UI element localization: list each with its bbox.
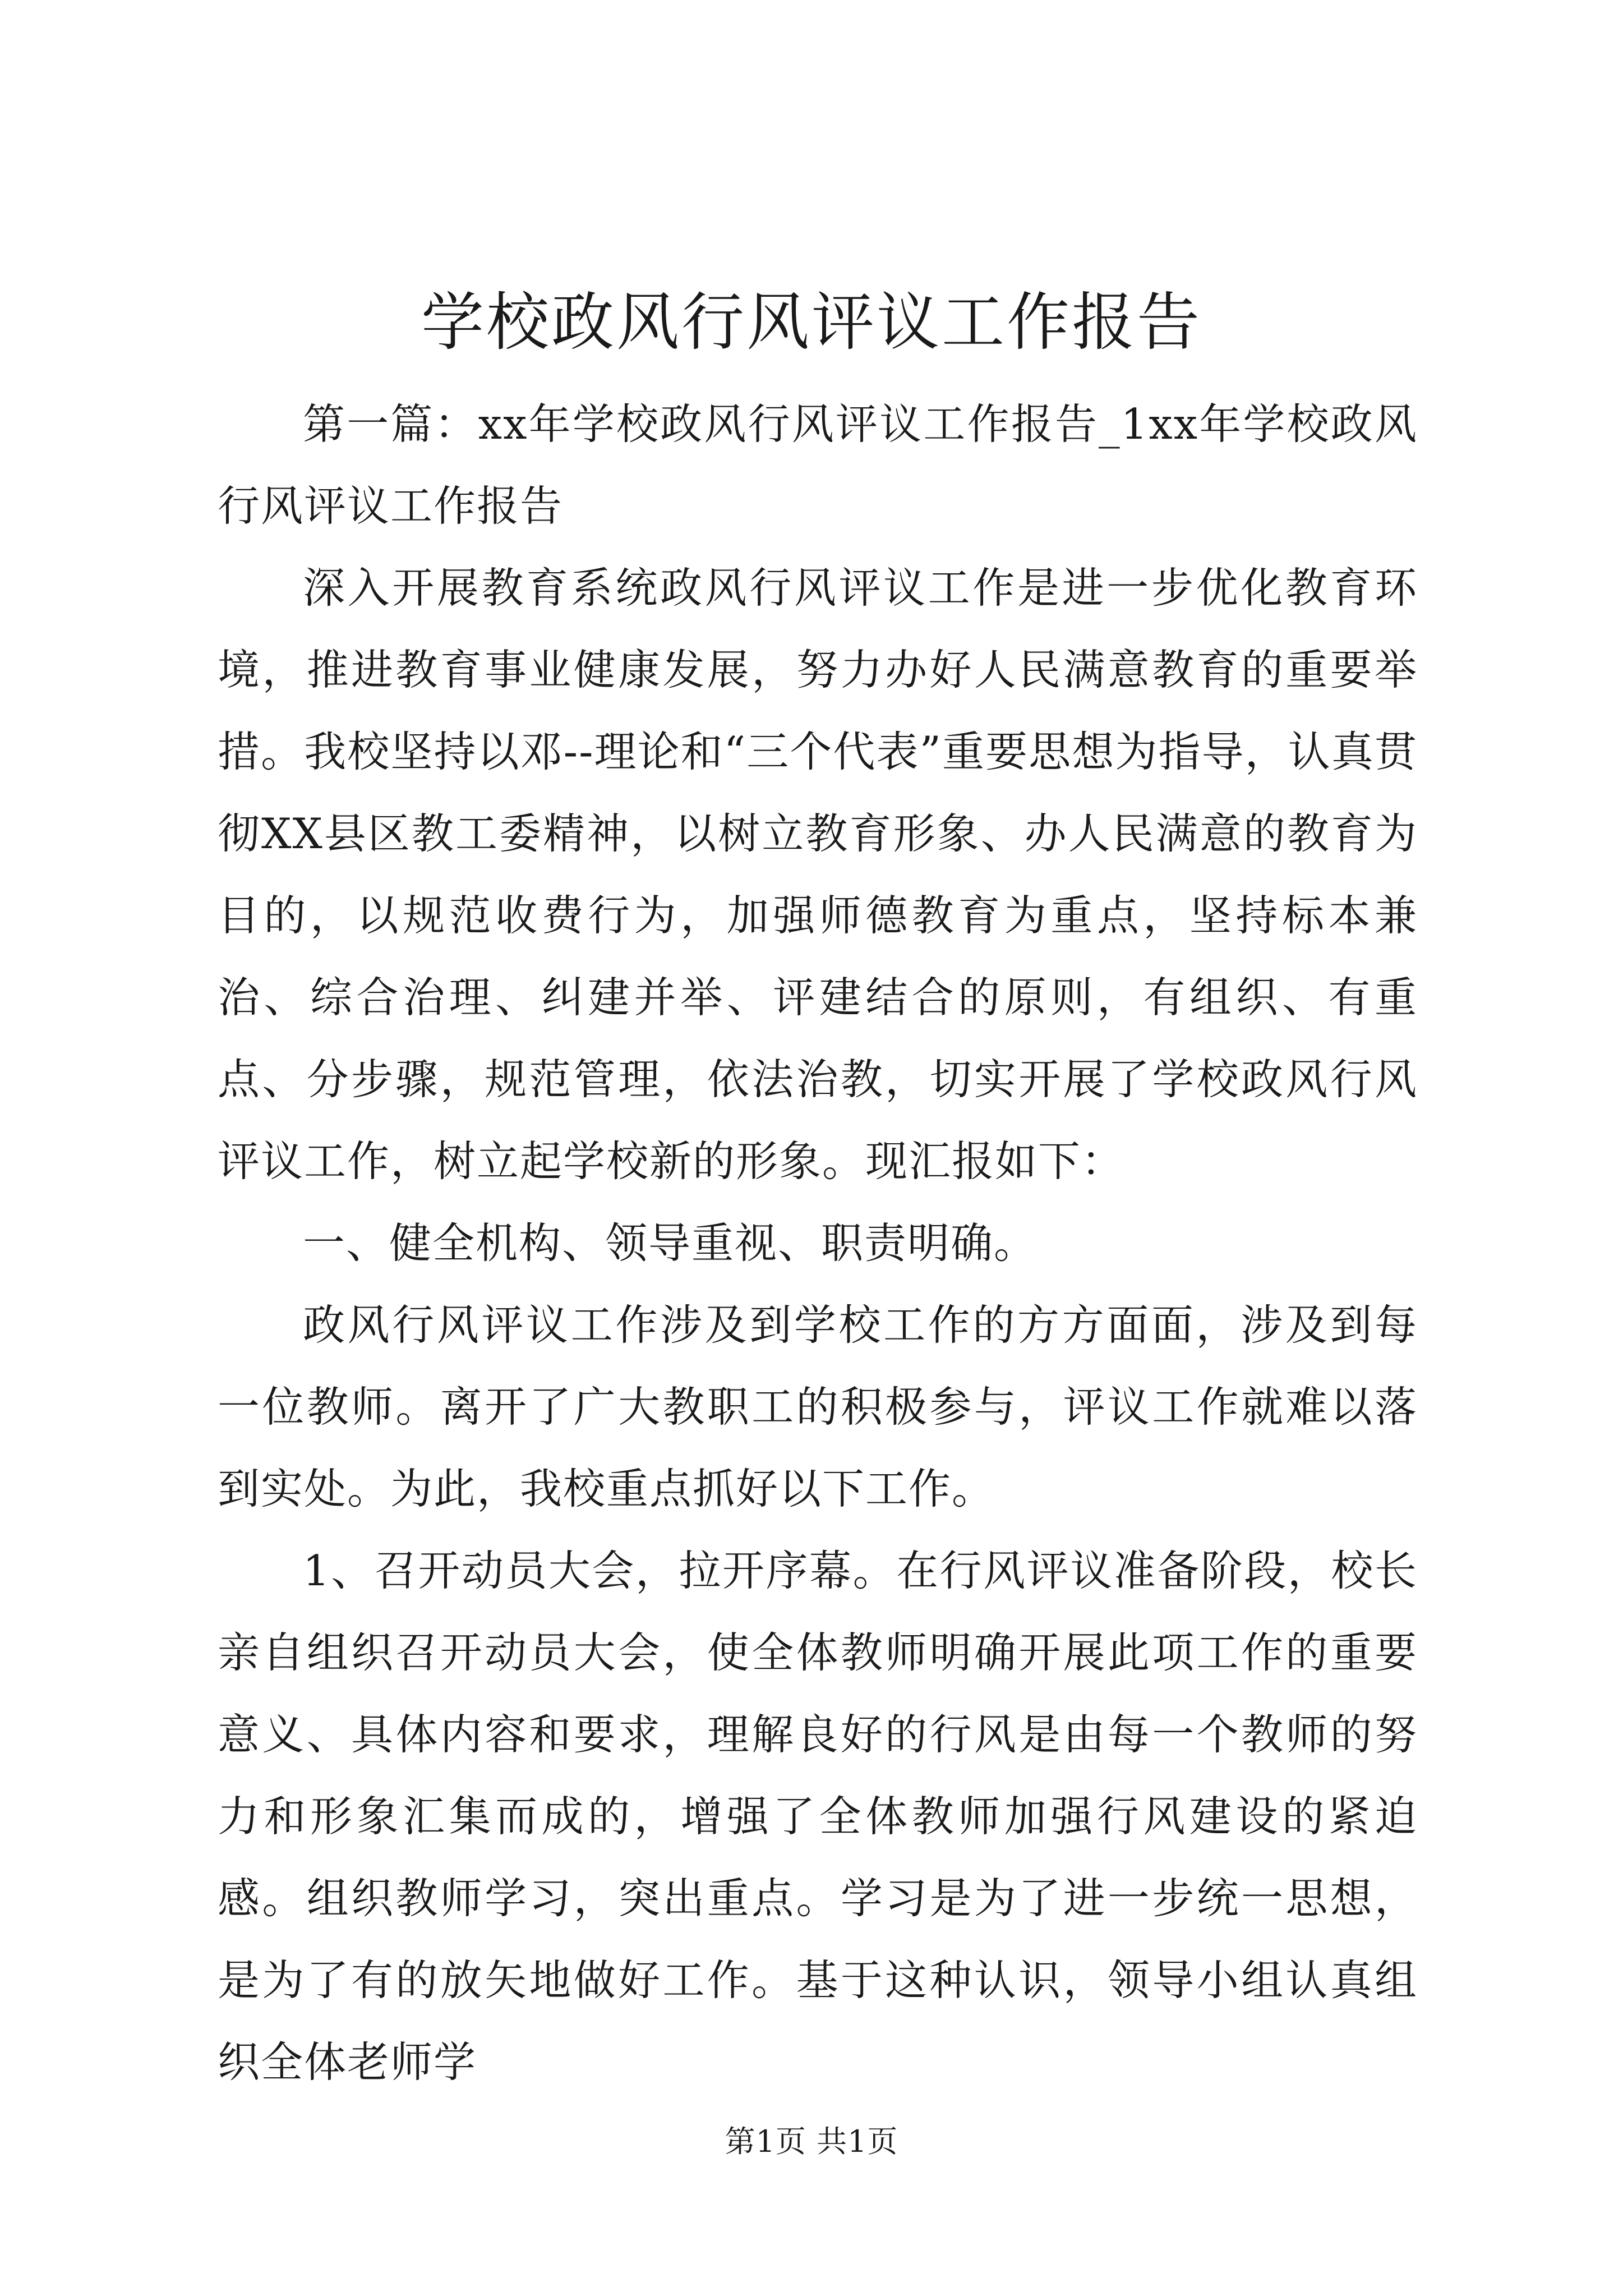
paragraph-section-heading: 第一篇：xx年学校政风行风评议工作报告_1xx年学校政风行风评议工作报告 [218,399,1418,531]
paragraph-item-1: 1、召开动员大会，拉开序幕。在行风评议准备阶段，校长亲自组织召开动员大会，使全体教师明确开展此项工作的重要意义、具体内容和要求，理解良好的行风是由每一个教师的努力和形象汇集而成的，增强了全体教师加强行风建设的紧迫感。组织教师学习，突出重点。学习是为了进一步统一思想，是为了有的放矢地做好工作。基于这种认识，领导小组认真组织全体老师学 [218,1546,1418,2087]
document-title: 学校政风行风评议工作报告 [421,286,1202,359]
document-body [218,383,1418,2103]
paragraph-intro: 深入开展教育系统政风行风评议工作是进一步优化教育环境，推进教育事业健康发展，努力办好人民满意教育的重要举措。我校坚持以邓--理论和“三个代表”重要思想为指导，认真贯彻XX县区教工委精神，以树立教育形象、办人民满意的教育为目的，以规范收费行为，加强师德教育为重点，坚持标本兼治、综合治理、纠建并举、评建结合的原则，有组织、有重点、分步骤，规范管理，依法治教，切实开展了学校政风行风评议工作，树立起学校新的形象。现汇报如下： [218,563,1418,1186]
paragraph-body: 政风行风评议工作涉及到学校工作的方方面面，涉及到每一位教师。离开了广大教职工的积极参与，评议工作就难以落到实处。为此，我校重点抓好以下工作。 [218,1300,1418,1513]
page-footer: 第1页 共1页 [725,2124,898,2159]
paragraph-subheading: 一、健全机构、领导重视、职责明确。 [303,1218,1038,1268]
